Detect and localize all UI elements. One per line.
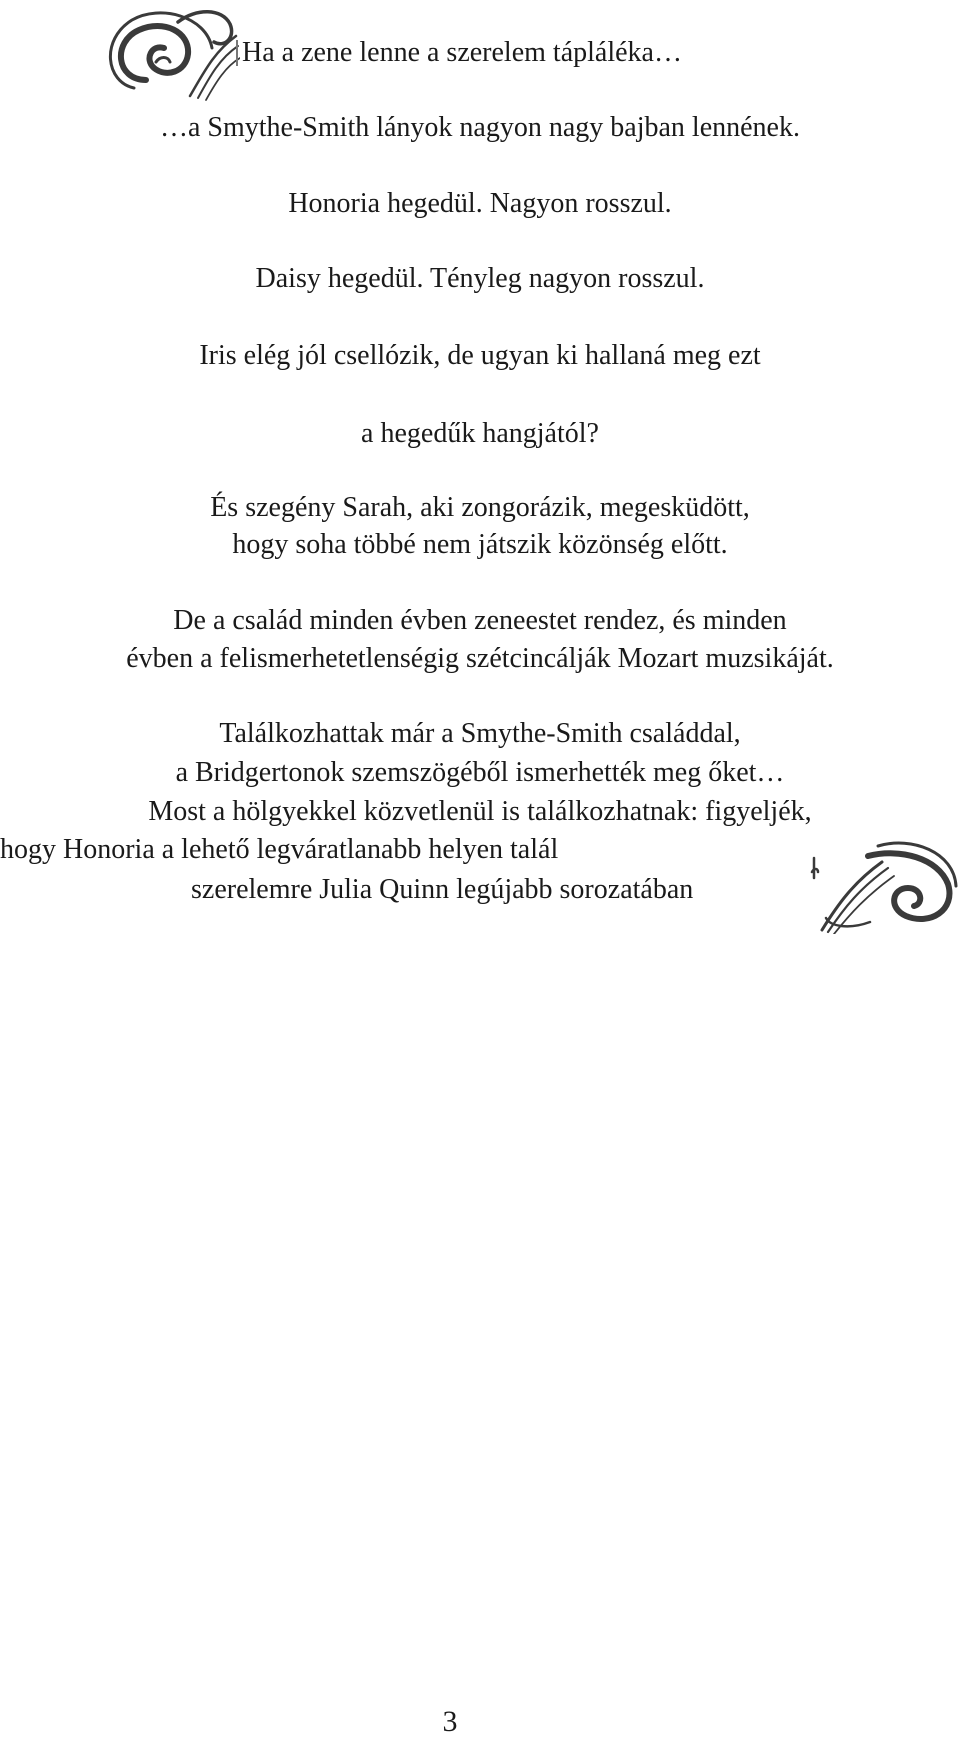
stanza-sarah-line-2-text: hogy soha többé nem játszik közönség előtt. <box>232 529 728 560</box>
stanza-sarah-line-2 <box>0 529 960 561</box>
stanza-family-line-1-text: De a család minden évben zeneestet rendez, és minden <box>173 605 787 636</box>
closing-line-2 <box>0 757 960 789</box>
closing-line-1-text: Találkozhattak már a Smythe-Smith családdal, <box>219 718 741 749</box>
closing-line-2-text: a Bridgertonok szemszögéből ismerhették meg őket… <box>175 757 785 788</box>
closing-line-4-text: hogy Honoria a lehető legváratlanabb helyen talál <box>0 834 559 865</box>
intro-line-1-text: Ha a zene lenne a szerelem tápláléka… <box>242 37 682 68</box>
closing-line-5-text: szerelemre Julia Quinn legújabb sorozatában <box>191 874 694 905</box>
stanza-sarah-line-1-text: És szegény Sarah, aki zongorázik, megesküdött, <box>210 492 750 523</box>
stanza-honoria-text: Honoria hegedül. Nagyon rosszul. <box>288 188 672 219</box>
closing-line-3 <box>0 796 960 828</box>
flourish-ornament-top-left-icon <box>94 2 240 102</box>
stanza-sarah-line-1 <box>0 492 960 524</box>
stanza-daisy <box>0 263 960 295</box>
flourish-ornament-bottom-right-icon <box>808 838 958 934</box>
stanza-iris-line-2-text: a hegedűk hangjától? <box>361 418 599 449</box>
stanza-family-line-2-text: évben a felismerhetetlenségig szétcincálják Mozart muzsikáját. <box>126 643 834 674</box>
stanza-daisy-text: Daisy hegedül. Tényleg nagyon rosszul. <box>255 263 705 294</box>
intro-line-1 <box>242 37 960 69</box>
intro-line-2-text: …a Smythe-Smith lányok nagyon nagy bajban lennének. <box>160 112 800 143</box>
stanza-iris-line-2 <box>0 418 960 450</box>
stanza-honoria <box>0 188 960 220</box>
closing-line-3-text: Most a hölgyekkel közvetlenül is találkozhatnak: figyeljék, <box>148 796 812 827</box>
page-number <box>0 1705 900 1739</box>
stanza-family-line-1 <box>0 605 960 637</box>
stanza-iris-line-1 <box>0 340 960 372</box>
intro-line-2 <box>0 112 960 144</box>
stanza-iris-line-1-text: Iris elég jól csellózik, de ugyan ki hallaná meg ezt <box>199 340 761 371</box>
closing-line-1 <box>0 718 960 750</box>
stanza-family-line-2 <box>0 643 960 675</box>
page-number-text: 3 <box>442 1705 458 1738</box>
